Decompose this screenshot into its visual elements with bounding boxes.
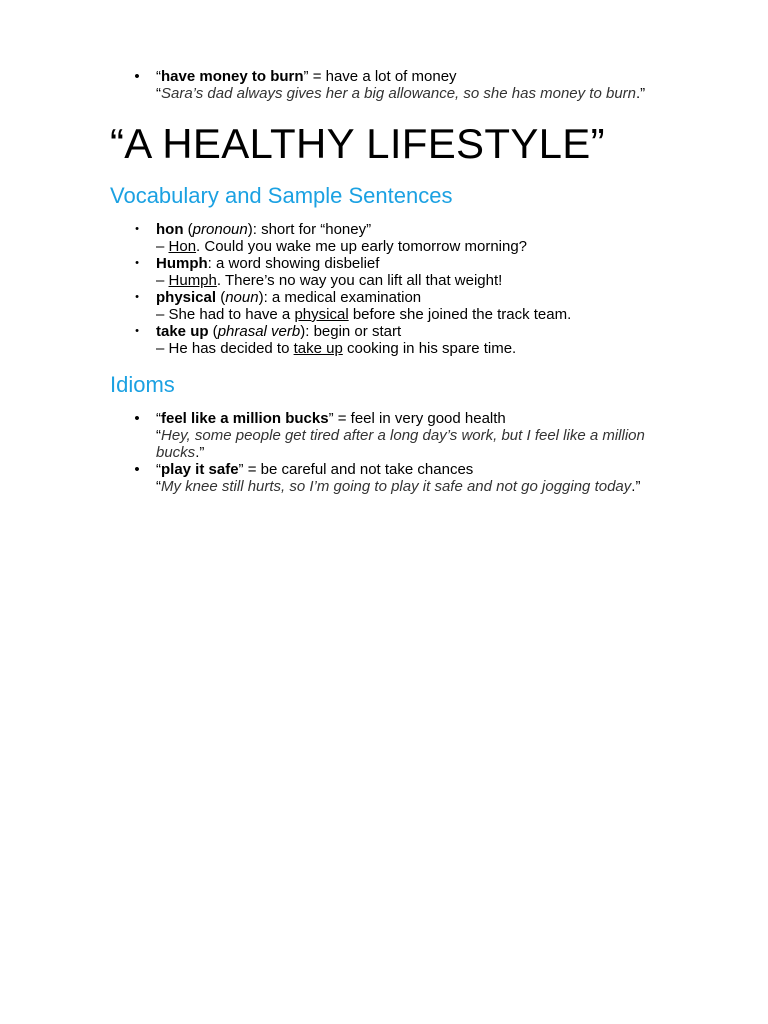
bullet-icon: • <box>134 410 140 427</box>
idiom-example: Hey, some people get tired after a long day’s work, but I feel like a million <box>161 427 645 444</box>
idiom-definition: ” = have a lot of money <box>303 68 457 85</box>
list-item <box>110 410 690 461</box>
bullet-icon: • <box>135 291 139 303</box>
underlined-word: take up <box>293 340 343 357</box>
open-paren: ( <box>216 289 226 306</box>
idiom-definition-line <box>156 461 690 478</box>
idiom-definition-line <box>156 68 690 85</box>
open-paren: ( <box>208 323 218 340</box>
idiom-example-line <box>156 85 690 102</box>
list-item <box>110 255 690 289</box>
vocab-term: take up <box>156 323 209 340</box>
vocab-term: physical <box>156 289 217 306</box>
underlined-word: Hon <box>168 238 197 255</box>
vocab-sentence-line <box>156 238 690 255</box>
vocab-sentence-line <box>156 306 690 323</box>
idiom-term: play it safe <box>161 461 239 478</box>
idiom-example: My knee still hurts, so I’m going to play it safe and not go jogging today <box>161 478 632 495</box>
bullet-icon: • <box>135 223 139 235</box>
vocab-term: Humph <box>156 255 208 272</box>
sentence-rest: . Could you wake me up early tomorrow morning? <box>196 238 528 255</box>
sentence-rest: before she joined the track team. <box>348 306 572 323</box>
bullet-icon: • <box>134 68 140 85</box>
vocab-definition-line <box>156 289 690 306</box>
idioms-heading: Idioms <box>110 372 175 397</box>
sentence-prefix: – She had to have a <box>156 306 295 323</box>
idiom-term: feel like a million bucks <box>161 410 329 427</box>
vocab-sentence-line <box>156 340 690 357</box>
open-quote: “ <box>156 85 161 102</box>
open-quote: “ <box>156 410 161 427</box>
sentence-prefix: – <box>156 238 169 255</box>
vocab-definition-line <box>156 255 690 272</box>
list-item <box>110 68 690 102</box>
vocab-definition: : a word showing disbelief <box>207 255 380 272</box>
vocab-definition: ): begin or start <box>300 323 402 340</box>
idiom-example-continued: bucks <box>156 444 196 461</box>
list-item <box>110 289 690 323</box>
idiom-definition-line <box>156 410 690 427</box>
open-quote: “ <box>156 461 161 478</box>
open-quote: “ <box>156 68 161 85</box>
bullet-icon: • <box>135 325 139 337</box>
page-title: “A HEALTHY LIFESTYLE” <box>110 120 605 167</box>
open-quote: “ <box>156 427 161 444</box>
part-of-speech: pronoun <box>192 221 248 238</box>
close-quote: .” <box>631 478 641 495</box>
idiom-list <box>110 410 690 495</box>
vocab-term: hon <box>156 221 184 238</box>
sentence-prefix: – <box>156 272 169 289</box>
bullet-icon: • <box>134 461 140 478</box>
idiom-definition: ” = feel in very good health <box>328 410 506 427</box>
part-of-speech: phrasal verb <box>217 323 301 340</box>
sentence-rest: . There’s no way you can lift all that weight! <box>216 272 503 289</box>
idiom-example-line <box>156 444 690 461</box>
open-quote: “ <box>156 478 161 495</box>
vocabulary-list <box>110 221 690 357</box>
vocab-definition: ): short for “honey” <box>247 221 372 238</box>
list-item <box>110 461 690 495</box>
vocabulary-heading: Vocabulary and Sample Sentences <box>110 183 453 208</box>
idiom-example-line <box>156 478 690 495</box>
idiom-example-line <box>156 427 690 444</box>
vocab-definition-line <box>156 221 690 238</box>
vocab-definition-line <box>156 323 690 340</box>
top-idiom-list <box>110 68 690 102</box>
idiom-example: Sara’s dad always gives her a big allowance, so she has money to burn <box>161 85 636 102</box>
vocab-definition: ): a medical examination <box>258 289 422 306</box>
underlined-word: physical <box>294 306 349 323</box>
sentence-prefix: – He has decided to <box>156 340 294 357</box>
sentence-rest: cooking in his spare time. <box>342 340 517 357</box>
idiom-term: have money to burn <box>161 68 304 85</box>
close-quote: .” <box>636 85 646 102</box>
idiom-definition: ” = be careful and not take chances <box>238 461 474 478</box>
part-of-speech: noun <box>225 289 259 306</box>
underlined-word: Humph <box>168 272 217 289</box>
list-item <box>110 221 690 255</box>
close-quote: .” <box>195 444 205 461</box>
bullet-icon: • <box>135 257 139 269</box>
vocab-sentence-line <box>156 272 690 289</box>
open-paren: ( <box>183 221 193 238</box>
list-item <box>110 323 690 357</box>
